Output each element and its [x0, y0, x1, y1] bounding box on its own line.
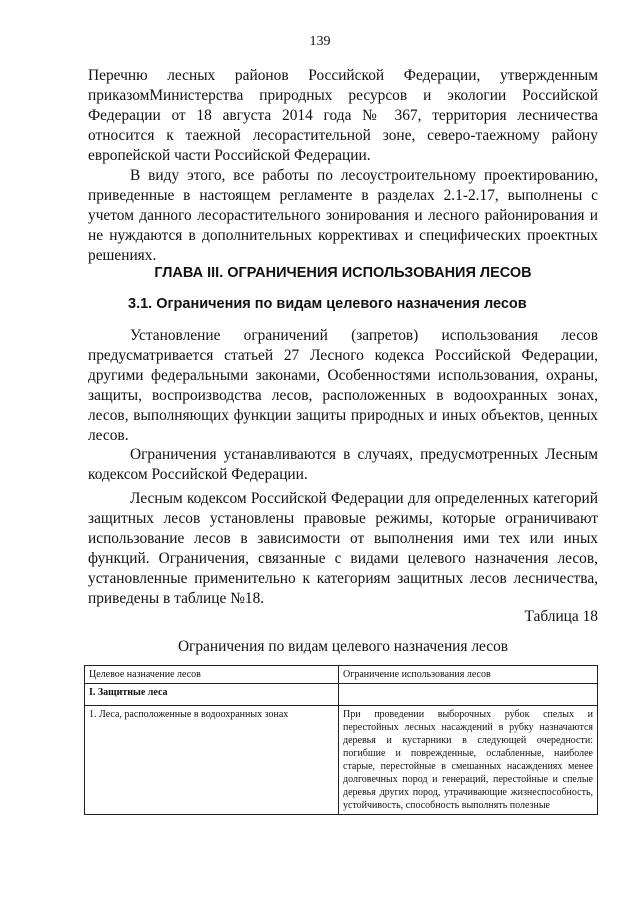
- header-purpose: Целевое назначение лесов: [85, 666, 339, 684]
- row-restriction-cell: При проведении выборочных рубок спелых и перестойных лесных насаждений в рубку назначаются деревья и кустарники в следующей очередности: погибшие и поврежденные, ослабленные, наиболее старые, перестойные в смешанных насаждениях менее долговечных пород и генераций, перестойные и спелые деревья других пород, утрачивающие жизнеспособность, устойчивость, способность выполнять полезные: [339, 706, 598, 815]
- table-group-row: [85, 684, 598, 706]
- paragraph-5: Лесным кодексом Российской Федерации для определенных категорий защитных лесов установлены правовые режимы, которые ограничивают использование лесов в зависимости от выполнения ими тех или иных функций. Ограничения, связанные с видами целевого назначения лесов, установленные применительно к категориям защитных лесов лесничества, приведены в таблице №18.: [88, 490, 598, 607]
- restrictions-table: [84, 665, 598, 815]
- header-restriction: Ограничение использования лесов: [339, 666, 598, 684]
- table-row: [85, 706, 598, 815]
- page-number: 139: [309, 34, 331, 49]
- paragraph-2: В виду этого, все работы по лесоустроительному проектированию, приведенные в настоящем регламенте в разделах 2.1-2.17, выполнены с учетом данного лесорастительного зонирования и лесного районирования и не нуждаются в дополнительных коррективах и специфических проектных решениях.: [88, 167, 598, 264]
- table-caption: Ограничения по видам целевого назначения лесов: [177, 638, 509, 655]
- group-protective-forests: I. Защитные леса: [85, 684, 339, 706]
- row-purpose-cell: 1. Леса, расположенные в водоохранных зонах: [85, 706, 339, 815]
- section-heading: 3.1. Ограничения по видам целевого назначения лесов: [128, 296, 527, 312]
- table-label: Таблица 18: [524, 608, 598, 625]
- table-header-row: [85, 666, 598, 684]
- paragraph-3: Установление ограничений (запретов) использования лесов предусматривается статьей 27 Лесного кодекса Российской Федерации, другими федеральными законами, Особенностями использования, охраны, защиты, воспроизводства лесов, расположенных в водоохранных зонах, лесов, выполняющих функции защиты природных и иных объектов, ценных лесов.: [88, 327, 598, 444]
- paragraph-4: Ограничения устанавливаются в случаях, предусмотренных Лесным кодексом Российской Федерации.: [88, 446, 598, 483]
- group-empty-cell: [339, 684, 598, 706]
- paragraph-1: Перечню лесных районов Российской Федерации, утвержденным приказомМинистерства природных ресурсов и экологии Российской Федерации от 18 августа 2014 года № 367, территория лесничества относится к таежной лесорастительной зоне, северо-таежному району европейской части Российской Федерации.: [88, 67, 598, 164]
- chapter-heading: ГЛАВА III. ОГРАНИЧЕНИЯ ИСПОЛЬЗОВАНИЯ ЛЕСОВ: [154, 265, 532, 281]
